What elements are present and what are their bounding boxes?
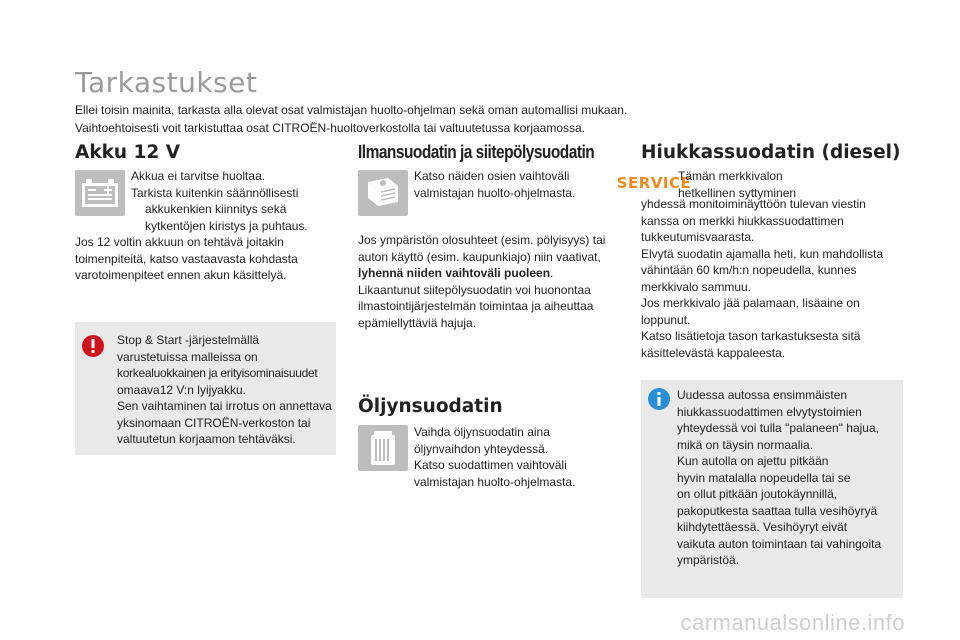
akku-paragraph: [75, 234, 335, 284]
service-warning-icon: SERVICE: [616, 174, 692, 192]
text-line: varotoimenpiteet ennen akun käsittelyä.: [75, 268, 287, 282]
text-line: yhteydessä voi tulla "palaneen" hajua,: [677, 421, 879, 435]
intro-line: Ellei toisin mainita, tarkasta alla olevat osat valmistajan huolto-ohjelman sekä oman automallisi mukaan.: [75, 103, 628, 117]
text-line: hetkellinen syttyminen: [678, 185, 797, 200]
text-line: valmistajan huolto-ohjelmasta.: [414, 474, 576, 489]
hiuk-info-note: [641, 380, 903, 598]
text-line: Tämän merkkivalon: [678, 169, 783, 183]
text-line: Jos merkkivalo jää palamaan, lisäaine on: [641, 296, 860, 310]
text-line: käsittelevästä kappaleesta.: [641, 345, 786, 360]
text-line: ilmastointijärjestelmän toimintaa ja aiheuttaa: [358, 299, 594, 313]
text-line: yhdessä monitoiminäyttöön tulevan viestin: [641, 197, 866, 211]
text-line: Uudessa autossa ensimmäisten: [677, 388, 848, 402]
text-line: hyvin matalalla nopeudella tai se: [677, 470, 851, 485]
text-line: loppunut.: [641, 312, 691, 327]
intro-line: Vaihtoehtoisesti voit tarkistuttaa osat CITROËN-huoltoverkostolla tai valtuutetussa korjaamossa.: [75, 121, 586, 135]
text-line: varustetuissa malleissa on: [117, 349, 258, 364]
text-line: akkukenkien kiinnitys sekä: [145, 202, 287, 216]
text-line: Katso suodattimen vaihtoväli: [414, 458, 567, 472]
hiuk-paragraph: [641, 196, 911, 361]
oljy-text: [414, 424, 614, 490]
oil-filter-icon: [358, 425, 408, 471]
text-line: öljynvaihdon yhteydessä.: [414, 441, 549, 456]
text-line: valtuutetun korjaamon tehtäväksi.: [117, 432, 296, 446]
watermark: carmanualsonline.info: [680, 610, 905, 635]
info-text: [677, 387, 899, 569]
text-line: auton käyttö (esim. kaupunkiajo) niin vaativat,: [358, 249, 601, 264]
text-line: Tarkista kuitenkin säännöllisesti: [131, 185, 299, 200]
air-filter-icon: [358, 170, 408, 216]
text-line: omaava12 V:n lyijyakku.: [117, 382, 246, 397]
text-line: Likaantunut siitepölysuodatin voi huonontaa: [358, 282, 591, 297]
text-line: yksinomaan CITROËN-verkoston tai: [117, 415, 311, 430]
text-line: Kun autolla on ajettu pitkään: [677, 454, 829, 468]
text-line: mikä on täysin normaalia.: [677, 437, 814, 452]
text-line: kanssa on merkki hiukkassuodattimen: [641, 213, 844, 228]
text-line: ympäristöä.: [677, 553, 740, 567]
text-line: Sen vaihtaminen tai irrotus on annettava: [117, 399, 332, 413]
section-heading-hiuk: Hiukkassuodatin (diesel): [641, 142, 901, 163]
text-line: Vaihda öljynsuodatin aina: [414, 425, 550, 439]
akku-warning-note: [75, 322, 336, 455]
section-heading-oljy: Öljynsuodatin: [358, 396, 503, 417]
intro-text: [75, 101, 895, 137]
warning-icon: [82, 335, 104, 357]
text-line: kiihdytettäessä. Vesihöyryt eivät: [677, 520, 848, 534]
info-icon: [648, 388, 670, 410]
text-line: on ollut pitkään joutokäynnillä,: [677, 487, 838, 501]
text-line: hiukkassuodattimen elvytystoimien: [677, 404, 862, 419]
bold-text: lyhennä niiden vaihtoväli puoleen: [358, 266, 551, 280]
text-line: [358, 265, 628, 282]
ilma-text: [414, 168, 614, 201]
battery-icon: [75, 170, 125, 216]
warning-text: [117, 332, 332, 448]
text-line: vähintään 60 km/h:n nopeudella, kunnes: [641, 263, 857, 277]
text-span: .: [550, 266, 554, 280]
text-line: Katso näiden osien vaihtoväli: [414, 169, 570, 183]
text-line: vaikuta auton toimintaan tai vahingoita: [677, 536, 882, 551]
text-line: epämiellyttäviä hajuja.: [358, 315, 477, 330]
text-line: valmistajan huolto-ohjelmasta.: [414, 185, 576, 200]
section-heading-ilma: Ilmansuodatin ja siitepölysuodatin: [358, 142, 595, 162]
text-line: Katso lisätietoja tason tarkastuksesta sitä: [641, 329, 861, 343]
text-line: korkealuokkainen ja erityisominaisuudet: [117, 366, 318, 380]
text-line: Jos ympäristön olosuhteet (esim. pölyisyys) tai: [358, 233, 606, 247]
text-line: Elvytä suodatin ajamalla heti, kun mahdollista: [641, 246, 884, 261]
text-line: kytkentöjen kiristys ja puhtaus.: [145, 218, 308, 233]
page-title: Tarkastukset: [75, 66, 258, 99]
text-line: Stop & Start -järjestelmällä: [117, 333, 260, 347]
text-line: Jos 12 voltin akkuun on tehtävä joitakin: [75, 235, 284, 249]
akku-text: [131, 168, 331, 234]
text-line: merkkivalo sammuu.: [641, 279, 752, 294]
text-line: pakoputkesta saattaa tulla vesihöyryä: [677, 503, 878, 518]
ilma-paragraph: [358, 232, 628, 331]
text-line: tukkeutumisvaarasta.: [641, 230, 755, 244]
section-heading-akku: Akku 12 V: [75, 142, 181, 163]
text-line: Akkua ei tarvitse huoltaa.: [131, 169, 266, 183]
text-line: toimenpiteitä, katso vastaavasta kohdasta: [75, 251, 298, 266]
